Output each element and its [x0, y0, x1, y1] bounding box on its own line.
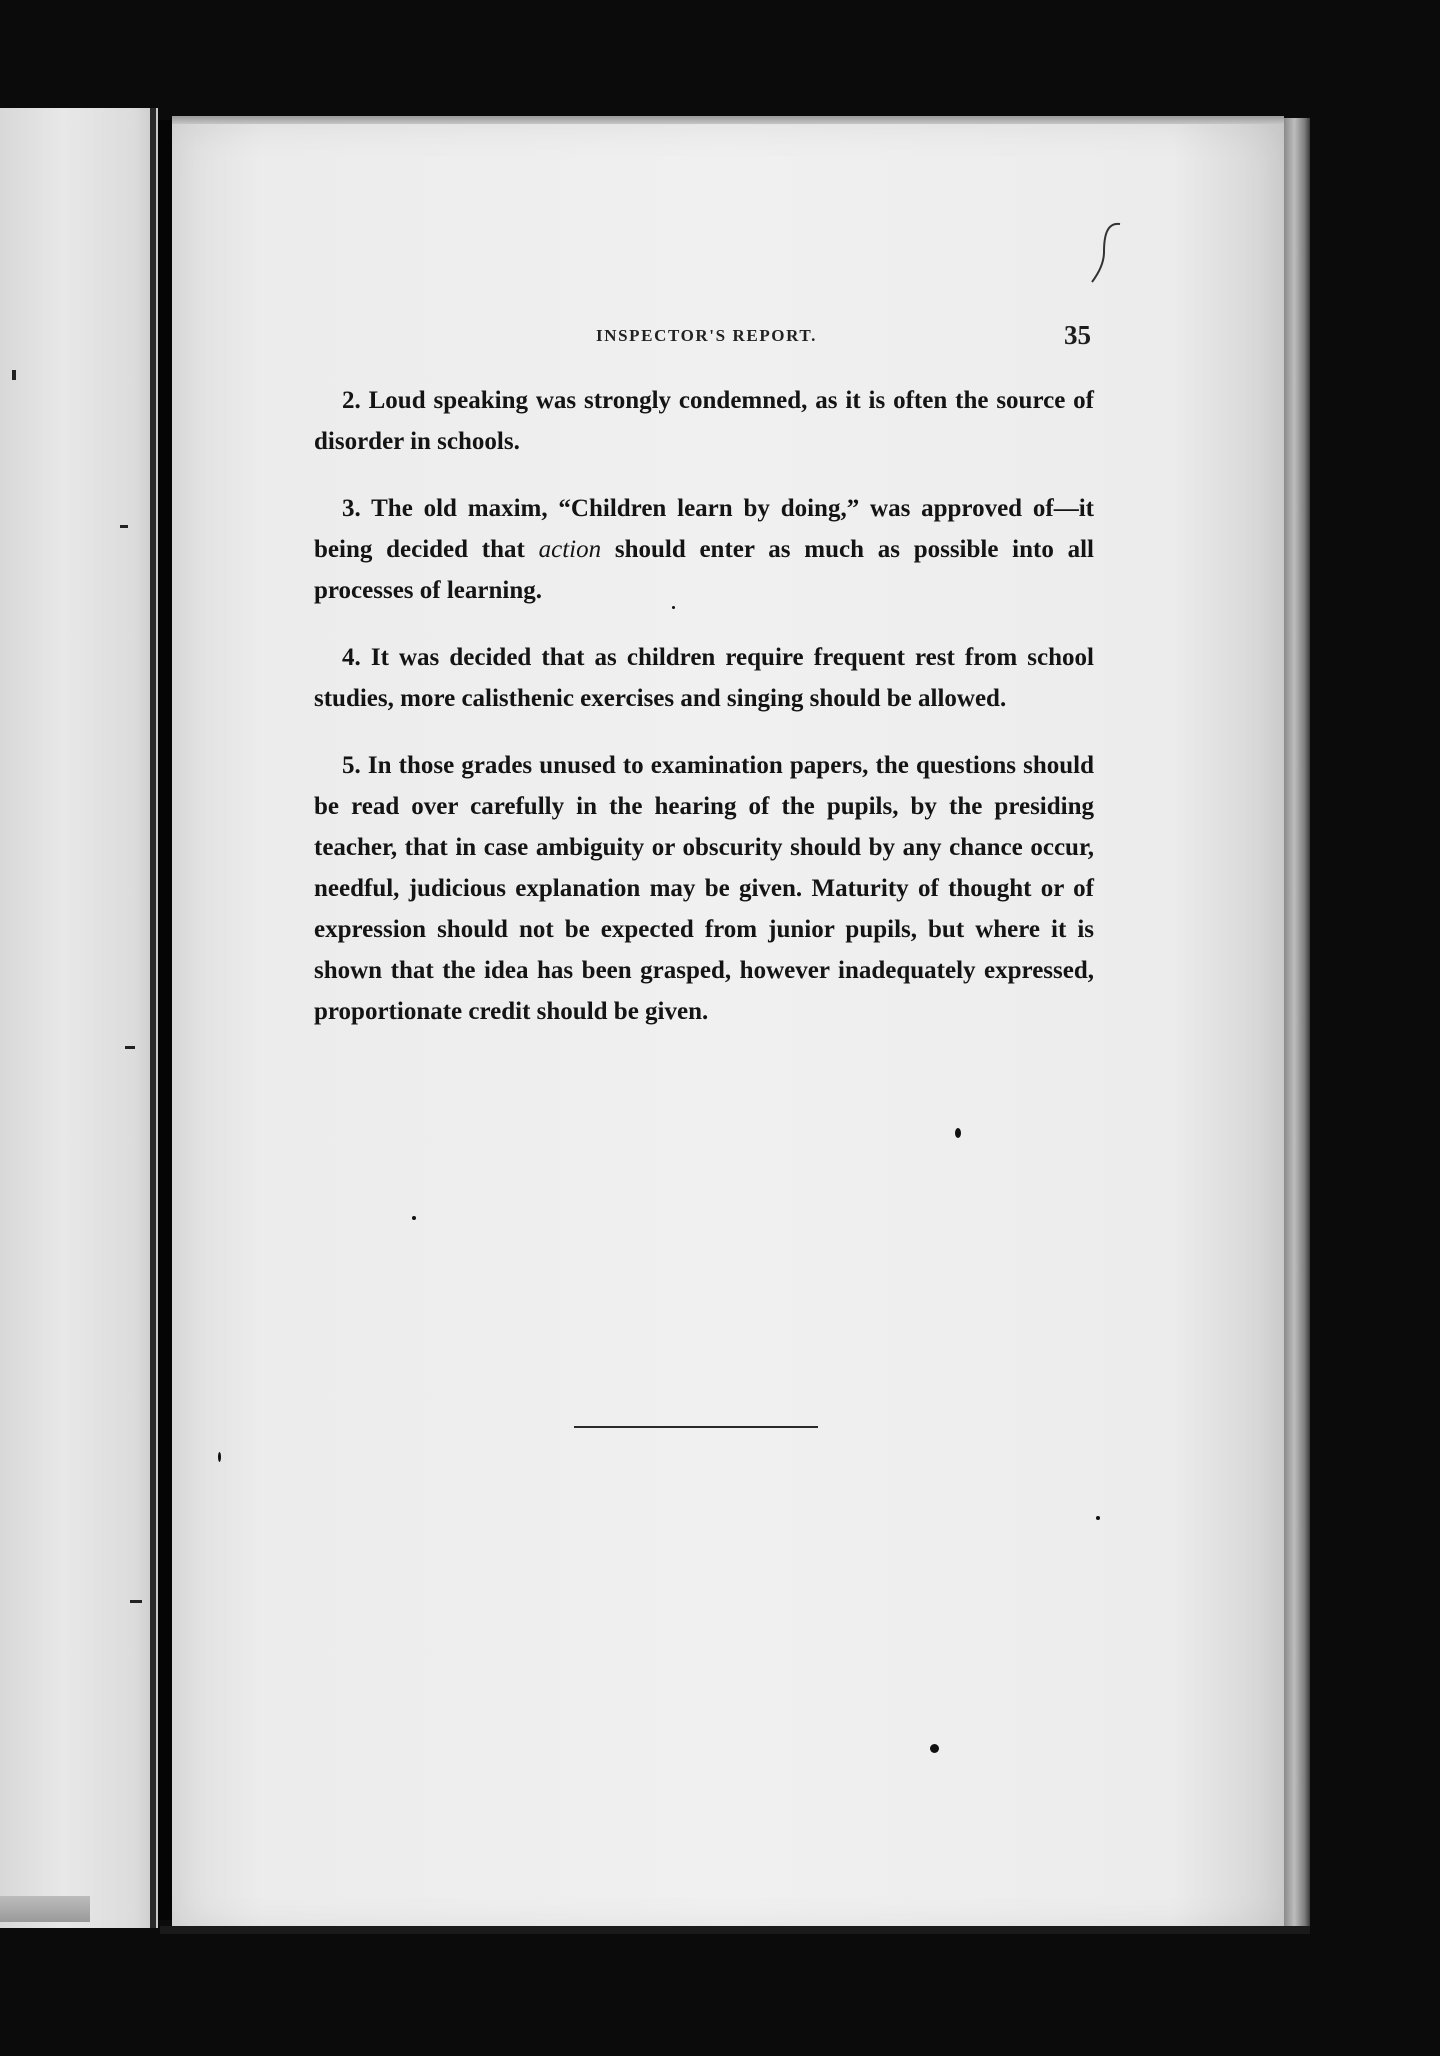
page-right-edge: [1284, 118, 1310, 1930]
body-text: [314, 380, 1094, 1058]
paragraph-text: 3. The old maxim, “Children learn by doing,” was approved of—it being decided that: [314, 495, 1094, 563]
paragraph-2: [314, 380, 1094, 462]
paragraph-text: 2. Loud speaking was strongly condemned, as it is often the source of disorder in schools.: [314, 387, 1094, 455]
speck: [1096, 1516, 1100, 1520]
section-rule: [574, 1426, 818, 1428]
margin-mark: [120, 525, 128, 528]
speck: [218, 1452, 221, 1462]
speck: [412, 1216, 416, 1220]
paragraph-text: 4. It was decided that as children require frequent rest from school studies, more calisthenic exercises and singing should be allowed.: [314, 644, 1094, 712]
page-bottom-edge: [160, 1926, 1310, 1934]
paragraph-5: [314, 745, 1094, 1032]
margin-mark: [12, 370, 16, 380]
previous-page-edge: [0, 108, 158, 1928]
previous-page-border: [150, 108, 156, 1928]
margin-mark: [125, 1046, 135, 1049]
page-number: 35: [1064, 320, 1091, 350]
paragraph-3: [314, 488, 1094, 611]
speck: [955, 1128, 961, 1138]
paragraph-text: 5. In those grades unused to examination papers, the questions should be read over carefully in the hearing of the pupils, by the presiding teacher, that in case ambiguity or obscurity should by any chance occur, needful, judicious explanation may be given. Maturity of thought or of expression should not be expected from junior pupils, but where it is shown that the idea has been grasped, however inadequately expressed, proportionate credit should be given.: [314, 752, 1094, 1025]
pencil-mark: [1086, 218, 1126, 288]
paragraph-4: [314, 637, 1094, 719]
paragraph-text: should enter as much as possible into all processes of learning.: [314, 536, 1094, 604]
speck: [672, 606, 675, 609]
running-head: INSPECTOR'S REPORT.: [596, 326, 817, 345]
margin-mark: [130, 1600, 142, 1603]
previous-page-bottom-strip: [0, 1896, 90, 1922]
emphasis-text: action: [538, 536, 602, 563]
speck: [930, 1744, 939, 1753]
binding-gutter: [158, 120, 172, 1920]
